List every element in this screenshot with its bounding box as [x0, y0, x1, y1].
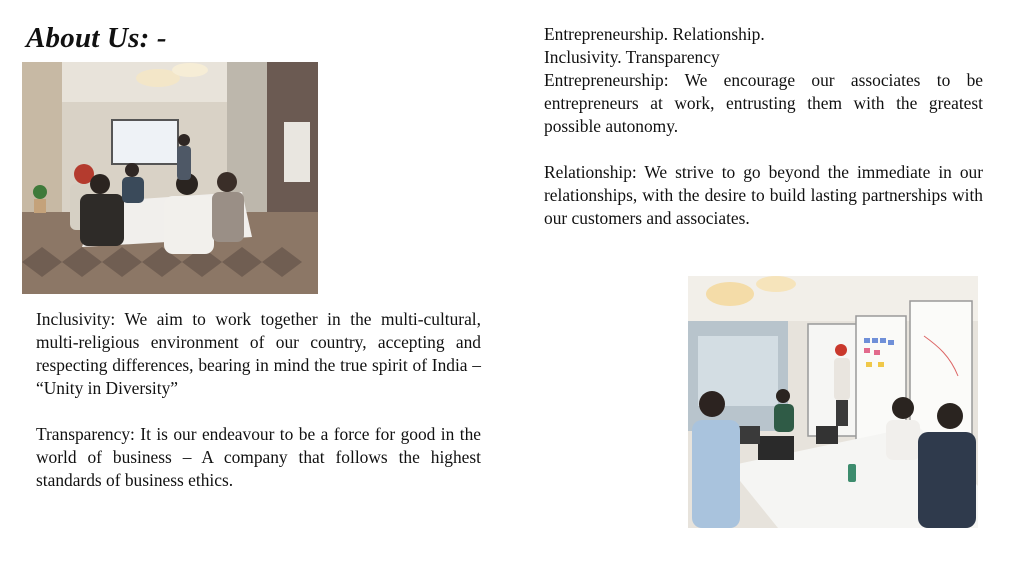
- values-block-2: [36, 308, 481, 492]
- transparency-paragraph: Transparency: It is our endeavour to be a force for good in the world of business – A company that follows the highest standards of business ethics.: [36, 424, 481, 490]
- page-title: About Us: -: [26, 22, 167, 54]
- presentation-meeting-photo: [688, 276, 978, 528]
- office-meeting-photo: [22, 62, 318, 294]
- values-heading-line-2: Inclusivity. Transparency: [544, 47, 720, 67]
- relationship-paragraph: Relationship: We strive to go beyond the immediate in our relationships, with the desire to build lasting partnerships with our customers and associates.: [544, 162, 983, 228]
- entrepreneurship-paragraph: Entrepreneurship: We encourage our associates to be entrepreneurs at work, entrusting them with the greatest possible autonomy.: [544, 70, 983, 136]
- values-heading-line-1: Entrepreneurship. Relationship.: [544, 24, 765, 44]
- values-block: [544, 23, 983, 230]
- inclusivity-paragraph: Inclusivity: We aim to work together in the multi-cultural, multi-religious environment of our country, accepting and respecting differences, bearing in mind the true spirit of India – “Unity in Diversity”: [36, 309, 481, 398]
